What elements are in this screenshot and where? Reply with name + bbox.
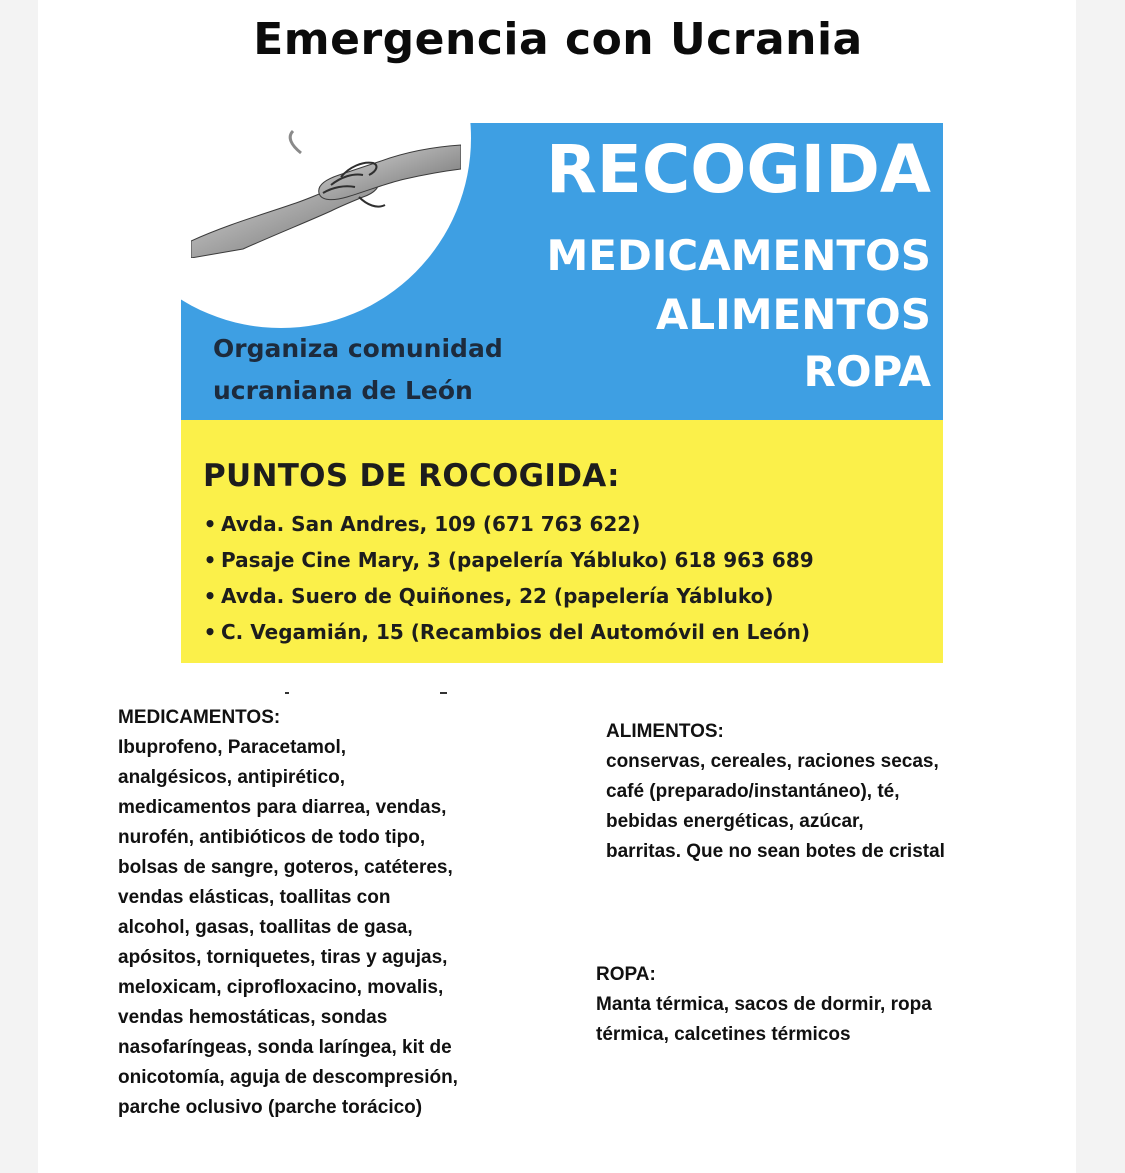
poster-item-medicamentos: MEDICAMENTOS: [546, 231, 931, 280]
stray-mark: [440, 692, 447, 694]
list-line: conservas, cereales, raciones secas,: [606, 751, 939, 772]
list-line: térmica, calcetines térmicos: [596, 1024, 851, 1045]
list-line: vendas elásticas, toallitas con: [118, 887, 391, 908]
alimentos-heading: ALIMENTOS:: [606, 721, 724, 742]
poster-headline: RECOGIDA: [545, 131, 931, 208]
bullet-icon: •: [203, 548, 217, 572]
poster-blue-panel: [181, 123, 943, 420]
bullet-icon: •: [203, 512, 217, 536]
list-line: analgésicos, antipirético,: [118, 767, 346, 788]
bullet-icon: •: [203, 584, 217, 608]
list-line: nurofén, antibióticos de todo tipo,: [118, 827, 426, 848]
bullet-icon: •: [203, 620, 217, 644]
page-title: Emergencia con Ucrania: [253, 14, 863, 65]
poster-organizer: [213, 328, 503, 412]
stray-mark: [285, 692, 289, 694]
punto-item: • Avda. San Andres, 109 (671 763 622): [199, 506, 814, 542]
alimentos-list: [606, 717, 1036, 867]
list-line: Manta térmica, sacos de dormir, ropa: [596, 994, 932, 1015]
list-line: nasofaríngeas, sonda laríngea, kit de: [118, 1037, 452, 1058]
handshake-icon: [191, 123, 461, 258]
list-line: barritas. Que no sean botes de cristal: [606, 841, 945, 862]
medicamentos-heading: MEDICAMENTOS:: [118, 707, 281, 728]
list-line: Ibuprofeno, Paracetamol,: [118, 737, 347, 758]
list-line: bebidas energéticas, azúcar,: [606, 811, 864, 832]
poster-item-alimentos: ALIMENTOS: [655, 290, 931, 339]
document-sheet: [38, 0, 1076, 1173]
ropa-list: [596, 960, 1036, 1050]
list-line: café (preparado/instantáneo), té,: [606, 781, 900, 802]
puntos-list: [199, 506, 814, 650]
ropa-heading: ROPA:: [596, 964, 656, 985]
organizer-line-2: ucraniana de León: [213, 376, 473, 405]
poster-item-ropa: ROPA: [803, 347, 931, 396]
organizer-line-1: Organiza comunidad: [213, 334, 503, 363]
punto-item: • Pasaje Cine Mary, 3 (papelería Yábluko) 618 963 689: [199, 542, 814, 578]
list-line: bolsas de sangre, goteros, catéteres,: [118, 857, 453, 878]
list-line: alcohol, gasas, toallitas de gasa,: [118, 917, 413, 938]
punto-item: • Avda. Suero de Quiñones, 22 (papelería Yábluko): [199, 578, 814, 614]
list-line: vendas hemostáticas, sondas: [118, 1007, 388, 1028]
list-line: parche oclusivo (parche torácico): [118, 1097, 423, 1118]
list-line: medicamentos para diarrea, vendas,: [118, 797, 447, 818]
puntos-title: PUNTOS DE ROCOGIDA:: [203, 458, 620, 494]
recogida-poster: [181, 123, 943, 663]
punto-item: • C. Vegamián, 15 (Recambios del Automóvil en León): [199, 614, 814, 650]
list-line: apósitos, torniquetes, tiras y agujas,: [118, 947, 448, 968]
medicamentos-list: [118, 703, 548, 1123]
list-line: onicotomía, aguja de descompresión,: [118, 1067, 458, 1088]
list-line: meloxicam, ciprofloxacino, movalis,: [118, 977, 444, 998]
